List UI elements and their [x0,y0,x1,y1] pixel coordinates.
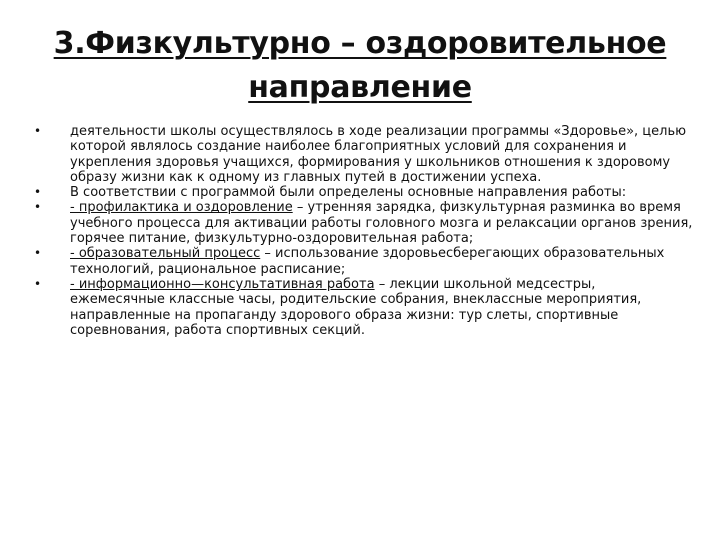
bullet-item-4 [34,246,694,277]
bullet-icon: • [34,276,42,291]
title-line-1: 3.Физкультурно – оздоровительное [53,26,667,61]
title-line-2: направление [248,70,472,105]
bullet-item-2 [34,185,694,200]
bullet-icon: • [34,185,42,200]
bullet-heading-5: - информационно—консультативная работа [70,276,375,292]
bullet-item-1 [34,124,694,185]
bullet-list [34,124,694,338]
bullet-heading-3: - профилактика и оздоровление [70,200,293,216]
bullet-icon: • [34,124,42,138]
bullet-text-1: деятельности школы осуществлялось в ходе реализации программы «Здоровье», целью которой являлось создание наиболее благоприятных условий для сохранения и укрепления здоровья учащихся, формирования у школьников отношения к здоровому образу жизни как к одному из главных путей в достижении успеха. [70,124,687,185]
bullet-text-3: – утренняя зарядка, физкультурная разминка во время учебного процесса для активации работы головного мозга и релаксации органов зрения, горячее питание, физкультурно-оздоровительная работа; [70,200,693,247]
bullet-text-5: – лекции школьной медсестры, ежемесячные классные часы, родительские собрания, внеклассные мероприятия, направленные на пропаганду здорового образа жизни: тур слеты, спортивные соревнования, работа спортивных секций. [70,276,642,338]
bullet-text-4: – использование здоровьесберегающих образовательных технологий, рациональное расписание; [70,246,665,277]
bullet-item-5 [34,277,694,338]
bullet-icon: • [34,246,42,261]
bullet-icon: • [34,200,42,215]
bullet-text-2: В соответствии с программой были определены основные направления работы: [70,185,627,201]
slide-title [20,22,700,110]
bullet-heading-4: - образовательный процесс [70,246,261,262]
bullet-item-3 [34,200,694,246]
